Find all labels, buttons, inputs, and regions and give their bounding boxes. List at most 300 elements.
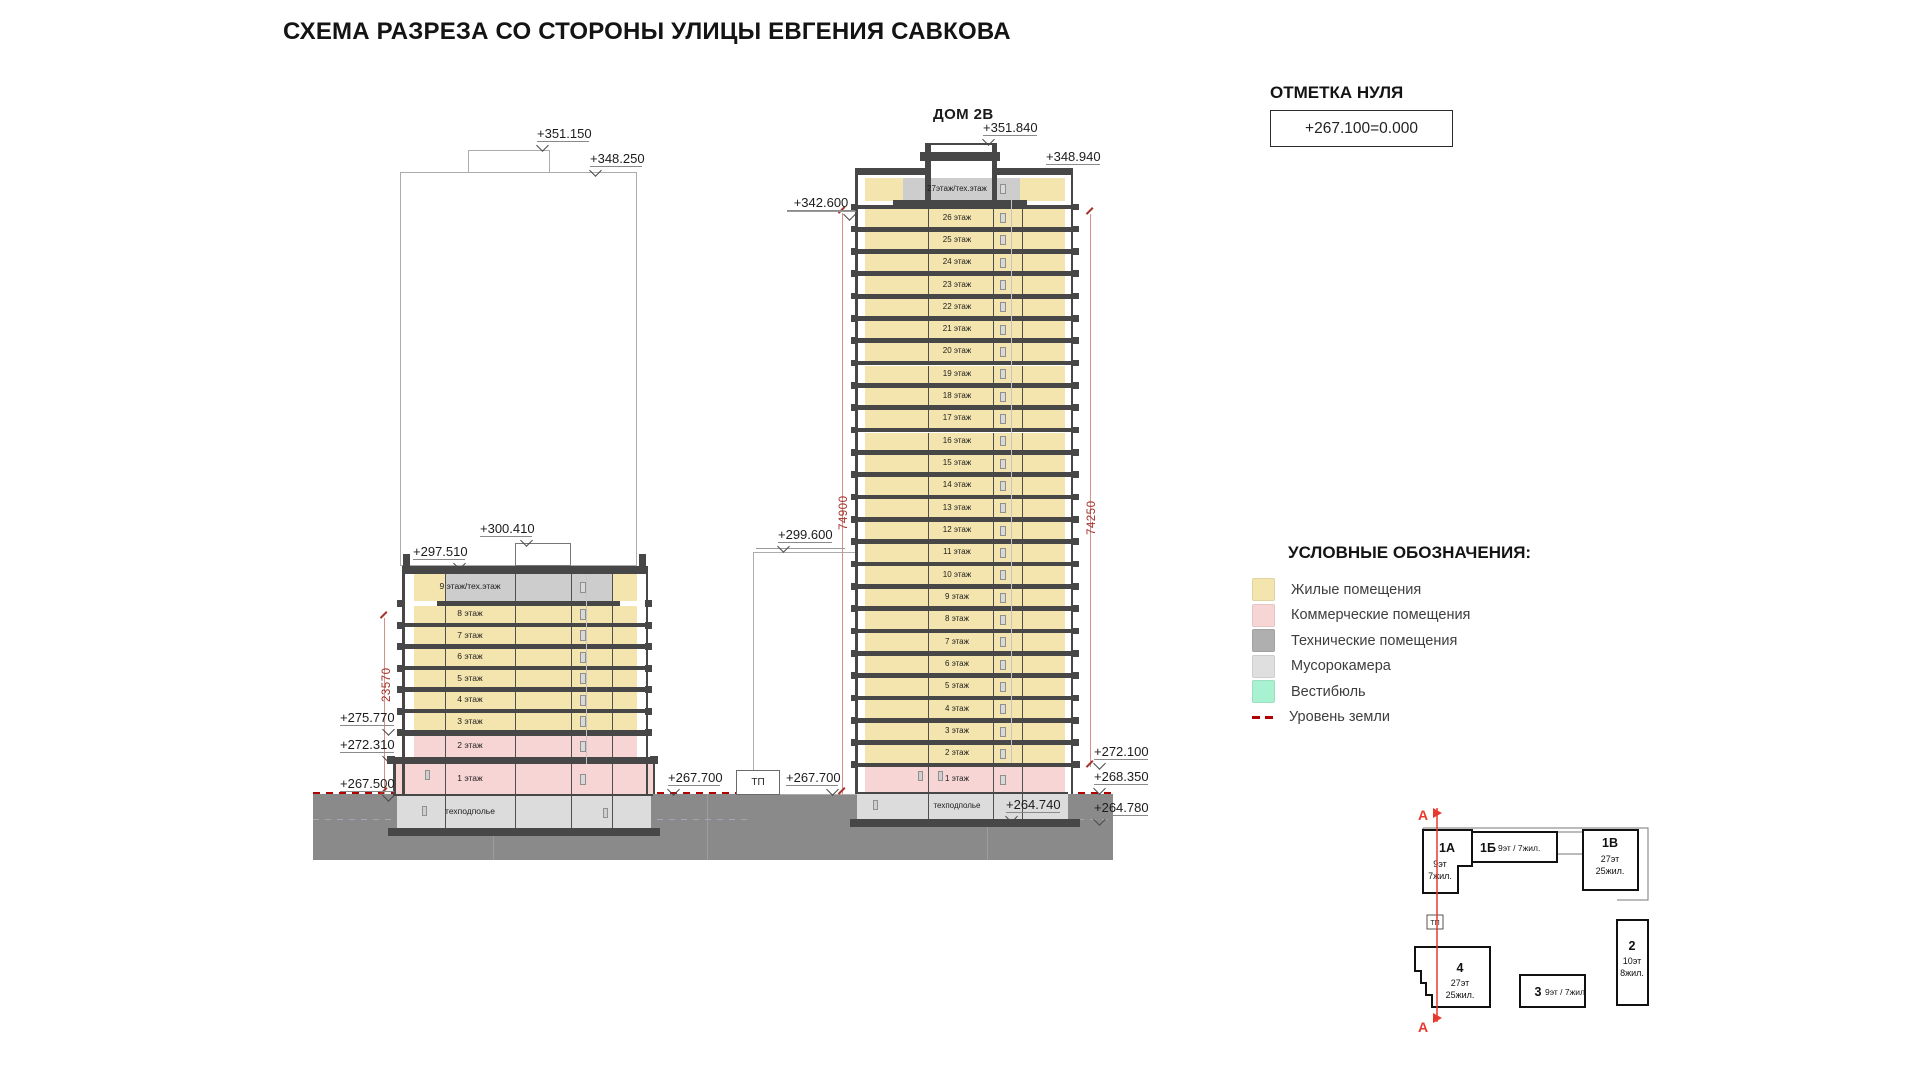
slab-nub [851, 605, 858, 612]
base-slab [850, 819, 1080, 827]
elevator-shaft-mark [1000, 325, 1006, 335]
legend [1252, 577, 1470, 730]
floor-slab [893, 200, 1027, 205]
elevator-shaft-mark [1000, 392, 1006, 402]
slab-nub [650, 756, 658, 764]
legend-item [1252, 679, 1470, 705]
ground-grid-line [987, 827, 988, 860]
floor-slab [437, 601, 620, 606]
floor-partition [571, 692, 572, 709]
slab-nub [851, 337, 858, 344]
svg-text:3: 3 [1534, 985, 1542, 999]
floor-label: 5 этаж [457, 672, 483, 683]
floor-slab [855, 584, 1073, 589]
floor-partition [571, 606, 572, 623]
floor-slab [855, 539, 1073, 544]
elevator-shaft-mark [1000, 615, 1006, 625]
legend-item [1252, 577, 1470, 603]
slab-nub [1072, 628, 1079, 635]
elevator-shaft-mark [1000, 727, 1006, 737]
floor-label: 27этаж/тех.этаж [927, 183, 987, 193]
elevation-mark-351150: +351.150 [537, 126, 589, 142]
elevation-mark-275770: +275.770 [340, 710, 394, 726]
floor-slab [855, 205, 1073, 210]
elevation-mark-297510: +297.510 [413, 544, 465, 560]
slab-nub [851, 248, 858, 255]
floor-slab [855, 651, 1073, 656]
floor-label: 7 этаж [945, 636, 969, 646]
floor-label: 22 этаж [942, 301, 972, 311]
elevator-shaft-mark [1000, 548, 1006, 558]
floor-slab [402, 623, 648, 628]
floor-label: 13 этаж [942, 502, 972, 512]
floor-partition [571, 670, 572, 687]
dimension-text-74900: 74900 [838, 495, 850, 530]
ground-dashed-line [313, 819, 393, 821]
section-letter-bottom: А [1417, 1019, 1429, 1035]
elevation-mark-300410: +300.410 [480, 521, 532, 537]
slab-nub [397, 600, 404, 607]
shaft-line [586, 574, 587, 764]
building-label-dom2b: ДОМ 2В [933, 106, 994, 123]
floor-slab [402, 709, 648, 714]
outline-building-1v-parapet [468, 150, 550, 173]
tower-wall [992, 143, 998, 178]
floor-partition [1022, 767, 1023, 792]
slab-nub [851, 516, 858, 523]
zero-mark-value: +267.100=0.000 [1305, 119, 1418, 137]
slab-nub [1072, 360, 1079, 367]
slab-nub [1072, 293, 1079, 300]
plan-tp-label: ТП [1430, 920, 1440, 927]
floor-label: 20 этаж [942, 346, 972, 356]
floor-partition [612, 736, 613, 758]
elevator-shaft-mark [1000, 459, 1006, 469]
svg-text:9эт / 7жил.: 9эт / 7жил. [1498, 843, 1541, 853]
slab-nub [851, 650, 858, 657]
legend-item-label: Жилые помещения [1291, 581, 1422, 598]
slab-nub [1072, 717, 1079, 724]
floor-slab [855, 227, 1073, 232]
slab-nub [851, 360, 858, 367]
floor-slab [855, 316, 1073, 321]
floor-slab [855, 294, 1073, 299]
floor-label: 11 этаж [943, 547, 971, 557]
elevation-mark-267500: +267.500 [340, 776, 394, 792]
floor-label: 3 этаж [945, 726, 969, 736]
slab-nub [1072, 605, 1079, 612]
slab-nub [1072, 427, 1079, 434]
elevation-mark-342600: +342.600 [787, 195, 855, 211]
elevation-mark-268350: +268.350 [1094, 769, 1148, 785]
floor-label: 9 этаж [945, 592, 969, 602]
floor-partition [1022, 611, 1023, 629]
floor-partition [1022, 477, 1023, 495]
podium-connector [1557, 832, 1583, 854]
floor-label: 25 этаж [942, 234, 972, 244]
slab-nub [397, 708, 404, 715]
door-mark [873, 800, 878, 810]
floor-slab [402, 730, 648, 736]
floor-partition [1022, 410, 1023, 428]
slab-nub [851, 561, 858, 568]
svg-text:27эт: 27эт [1450, 978, 1470, 988]
elevation-mark-299600: +299.600 [778, 527, 832, 543]
slab-nub [1072, 583, 1079, 590]
slab-nub [645, 708, 652, 715]
floor-partition [1022, 321, 1023, 339]
floor-partition [1022, 499, 1023, 517]
floor-label: 3 этаж [457, 715, 483, 726]
slab-nub [397, 622, 404, 629]
floor-partition [571, 713, 572, 730]
floor-label: 10 этаж [942, 569, 972, 579]
slab-nub [851, 628, 858, 635]
elevator-shaft-mark [1000, 637, 1006, 647]
elevation-mark-267700l: +267.700 [668, 770, 720, 786]
slab-nub [1072, 650, 1079, 657]
floor-slab [855, 629, 1073, 634]
floor-partition [612, 627, 613, 644]
elevator-shaft-mark [1000, 682, 1006, 692]
svg-text:27эт: 27эт [1600, 854, 1620, 864]
floor-label: 5 этаж [945, 681, 969, 691]
floor-partition [571, 627, 572, 644]
floor-label: 8 этаж [945, 614, 969, 624]
elevator-shaft-mark [1000, 704, 1006, 714]
elevator-shaft-mark [1000, 436, 1006, 446]
floor-slab [855, 428, 1073, 433]
tower-cap-slab [920, 152, 1000, 162]
page-title: СХЕМА РАЗРЕЗА СО СТОРОНЫ УЛИЦЫ ЕВГЕНИЯ САВКОВА [283, 18, 1011, 45]
slab-nub [851, 449, 858, 456]
slab-nub [1072, 315, 1079, 322]
svg-text:1Б: 1Б [1480, 841, 1496, 855]
slab-nub [1072, 248, 1079, 255]
roof-slab [855, 168, 925, 175]
floor-label: техподполье [933, 801, 981, 810]
slab-nub [397, 686, 404, 693]
floor-slab [855, 673, 1073, 678]
elevator-shaft-mark [1000, 775, 1006, 785]
floor-partition [1022, 209, 1023, 227]
slab-nub [645, 665, 652, 672]
floor-label: 21 этаж [942, 324, 972, 334]
legend-item-label: Вестибюль [1291, 683, 1366, 700]
slab-nub [1072, 494, 1079, 501]
ground-grid-line [493, 836, 494, 860]
slab-nub [851, 471, 858, 478]
floor-partition [1022, 254, 1023, 272]
floor-slab [855, 517, 1073, 522]
floor-partition [571, 649, 572, 666]
floor-label: 17 этаж [942, 413, 972, 423]
legend-item [1252, 654, 1470, 680]
elevation-arrow-tick [1093, 757, 1106, 770]
slab-nub [851, 583, 858, 590]
svg-text:2: 2 [1628, 939, 1636, 953]
elevation-mark-264740: +264.740 [1006, 797, 1060, 813]
floor-slab [855, 763, 1073, 767]
outer-wall [653, 764, 656, 794]
zero-mark-value-box [1270, 110, 1453, 147]
elevator-shaft-mark [1000, 235, 1006, 245]
floor-slab [855, 495, 1073, 500]
door-mark [938, 771, 943, 781]
floor-label: 8 этаж [457, 608, 483, 618]
floor-label: техподполье [445, 805, 495, 816]
roof-slab [997, 168, 1073, 175]
legend-item [1252, 603, 1470, 629]
leader-line [756, 548, 845, 549]
elevator-shaft-mark [1000, 258, 1006, 268]
floor-slab [855, 696, 1073, 701]
elevator-shaft-mark [1000, 503, 1006, 513]
floor-label: 2 этаж [945, 748, 969, 758]
floor-label: 6 этаж [457, 651, 483, 661]
floor-partition [1022, 745, 1023, 763]
floor-partition [1022, 589, 1023, 607]
floor-slab [855, 249, 1073, 254]
elevator-shaft-mark [1000, 280, 1006, 290]
floor-partition [1022, 522, 1023, 540]
svg-text:9эт: 9эт [1433, 859, 1447, 869]
lift-bulkhead [515, 543, 571, 566]
floor-slab [388, 757, 655, 764]
floor-label: 9 этаж/тех.этаж [439, 581, 501, 592]
legend-item-label: Коммерческие помещения [1291, 607, 1471, 624]
elevation-arrow-tick [777, 540, 790, 553]
floor-partition [571, 574, 572, 602]
legend-heading: УСЛОВНЫЕ ОБОЗНАЧЕНИЯ: [1288, 543, 1532, 562]
site-plan-svg [1398, 788, 1678, 1048]
slab-nub [645, 643, 652, 650]
floor-label: 23 этаж [942, 279, 972, 289]
floor-label: 6 этаж [945, 659, 969, 669]
elevator-shaft-mark [580, 774, 586, 785]
slab-nub [645, 600, 652, 607]
dimension-text-23570: 23570 [381, 667, 393, 702]
dimension-text-74250: 74250 [1086, 500, 1098, 535]
legend-item [1252, 628, 1470, 654]
floor-partition [1022, 544, 1023, 562]
floor-partition [1022, 723, 1023, 741]
floor-slab [393, 794, 653, 796]
slab-nub [1072, 695, 1079, 702]
slab-nub [1072, 204, 1079, 211]
slab-nub [851, 382, 858, 389]
floor-slab [855, 450, 1073, 455]
svg-text:25жил.: 25жил. [1445, 990, 1475, 1000]
door-mark [422, 806, 427, 816]
floor-slab [855, 338, 1073, 343]
floor-slab [402, 666, 648, 671]
elevation-mark-272310: +272.310 [340, 737, 394, 753]
slab-nub [1072, 226, 1079, 233]
legend-item [1252, 705, 1470, 731]
floor-slab [855, 562, 1073, 567]
slab-nub [1072, 337, 1079, 344]
floor-slab [855, 472, 1073, 477]
door-mark [425, 770, 430, 780]
floor-slab [402, 566, 648, 574]
door-mark [918, 771, 923, 781]
floor-label: 18 этаж [942, 391, 972, 401]
floor-slab [388, 828, 660, 836]
slab-nub [1072, 516, 1079, 523]
svg-text:1А: 1А [1439, 841, 1455, 855]
tower-wall [925, 143, 931, 178]
svg-text:7жил.: 7жил. [1428, 871, 1452, 881]
floor-partition [1022, 388, 1023, 406]
elevator-shaft-mark [1000, 749, 1006, 759]
floor-partition [571, 796, 572, 829]
legend-color-swatch [1252, 655, 1275, 678]
floor-partition [612, 574, 613, 602]
ground-grid-line [707, 794, 708, 860]
floor-label: 16 этаж [942, 435, 972, 445]
dimension-line [1090, 214, 1091, 767]
floor-partition [1022, 455, 1023, 473]
floor-label: 1 этаж [457, 773, 483, 783]
floor-label: 4 этаж [945, 703, 969, 713]
floor-label: 15 этаж [942, 458, 972, 468]
floor-partition [1022, 232, 1023, 250]
elevator-shaft-mark [1000, 302, 1006, 312]
slab-nub [645, 622, 652, 629]
floor-slab [855, 740, 1073, 745]
floor-slab [857, 792, 1068, 794]
legend-color-swatch [1252, 680, 1275, 703]
elevation-mark-351840: +351.840 [983, 120, 1037, 136]
parapet-post [403, 554, 410, 567]
floor-slab [855, 271, 1073, 276]
slab-nub [1072, 739, 1079, 746]
slab-nub [851, 226, 858, 233]
floor-partition [1022, 299, 1023, 317]
floor-slab [402, 644, 648, 649]
elevation-mark-267700r: +267.700 [786, 770, 838, 786]
slab-nub [645, 686, 652, 693]
elevation-mark-348250: +348.250 [590, 151, 642, 167]
elevation-arrow-tick [843, 208, 856, 221]
floor-partition [1022, 678, 1023, 696]
ground-level-dash-icon [1252, 716, 1273, 720]
legend-item-label: Мусорокамера [1291, 658, 1391, 675]
slab-nub [1072, 761, 1080, 768]
floor-label: 19 этаж [942, 368, 972, 378]
floor-label: 12 этаж [942, 525, 972, 535]
tp-substation-box: ТП [736, 770, 780, 795]
slab-nub [851, 695, 858, 702]
floor-slab [855, 606, 1073, 611]
elevator-shaft-mark [1000, 414, 1006, 424]
floor-partition [1022, 276, 1023, 294]
floor-partition [1022, 700, 1023, 718]
outline-building-1v [400, 172, 637, 566]
elevation-mark-272100: +272.100 [1094, 744, 1148, 760]
elevator-shaft-mark [1000, 570, 1006, 580]
svg-text:9эт / 7жил: 9эт / 7жил [1545, 987, 1585, 997]
ground-dashed-line [657, 819, 753, 821]
floor-label: 14 этаж [942, 480, 972, 490]
slab-nub [851, 427, 858, 434]
floor-label: 24 этаж [942, 257, 972, 267]
floor-label: 26 этаж [942, 212, 972, 222]
slab-nub [851, 672, 858, 679]
svg-text:1В: 1В [1602, 836, 1618, 850]
door-mark [603, 808, 608, 818]
slab-nub [1072, 270, 1079, 277]
elevation-mark-264780: +264.780 [1094, 800, 1148, 816]
slab-nub [851, 494, 858, 501]
svg-text:4: 4 [1456, 961, 1464, 975]
floor-partition [571, 764, 572, 794]
svg-text:25жил.: 25жил. [1595, 866, 1625, 876]
elevator-shaft-mark [1000, 369, 1006, 379]
slab-nub [1072, 561, 1079, 568]
elevator-shaft-mark [1000, 481, 1006, 491]
slab-nub [851, 315, 858, 322]
elevator-shaft-mark [1000, 213, 1006, 223]
floor-partition [1022, 366, 1023, 384]
section-letter-top: А [1417, 807, 1429, 823]
legend-item-label: Уровень земли [1289, 709, 1390, 726]
floor-partition [612, 649, 613, 666]
floor-slab [855, 718, 1073, 723]
floor-label: 4 этаж [457, 694, 483, 704]
slab-nub [1072, 404, 1079, 411]
legend-color-swatch [1252, 578, 1275, 601]
elevator-shaft-mark [1000, 184, 1006, 194]
plan-building-1a [1423, 830, 1472, 893]
shaft-line [1011, 200, 1012, 763]
slab-nub [851, 270, 858, 277]
slab-nub [397, 665, 404, 672]
zero-mark-heading: ОТМЕТКА НУЛЯ [1270, 83, 1404, 102]
legend-item-label: Технические помещения [1291, 632, 1458, 649]
slab-nub [851, 538, 858, 545]
slab-nub [1072, 538, 1079, 545]
dimension-line [384, 618, 385, 794]
floor-partition [1022, 566, 1023, 584]
floor-partition [1022, 633, 1023, 651]
slab-nub [1072, 672, 1079, 679]
floor-slab [855, 383, 1073, 388]
svg-text:10эт: 10эт [1622, 956, 1642, 966]
elevator-shaft-mark [1000, 660, 1006, 670]
slab-nub [1072, 471, 1079, 478]
floor-slab [855, 405, 1073, 410]
elevator-shaft-mark [1000, 347, 1006, 357]
slab-nub [851, 404, 858, 411]
floor-slab [855, 361, 1073, 366]
floor-partition [612, 606, 613, 623]
elevation-mark-348940: +348.940 [1046, 149, 1100, 165]
floor-partition [612, 796, 613, 829]
slab-nub [397, 729, 404, 736]
elevator-shaft-mark [1000, 593, 1006, 603]
svg-text:8жил.: 8жил. [1620, 968, 1644, 978]
slab-nub [851, 739, 858, 746]
floor-partition [1022, 433, 1023, 451]
floor-label: 2 этаж [457, 740, 483, 751]
slab-nub [1072, 449, 1079, 456]
floor-partition [612, 670, 613, 687]
slab-nub [851, 717, 858, 724]
floor-label: 1 этаж [945, 774, 969, 783]
parapet-post [639, 554, 646, 567]
